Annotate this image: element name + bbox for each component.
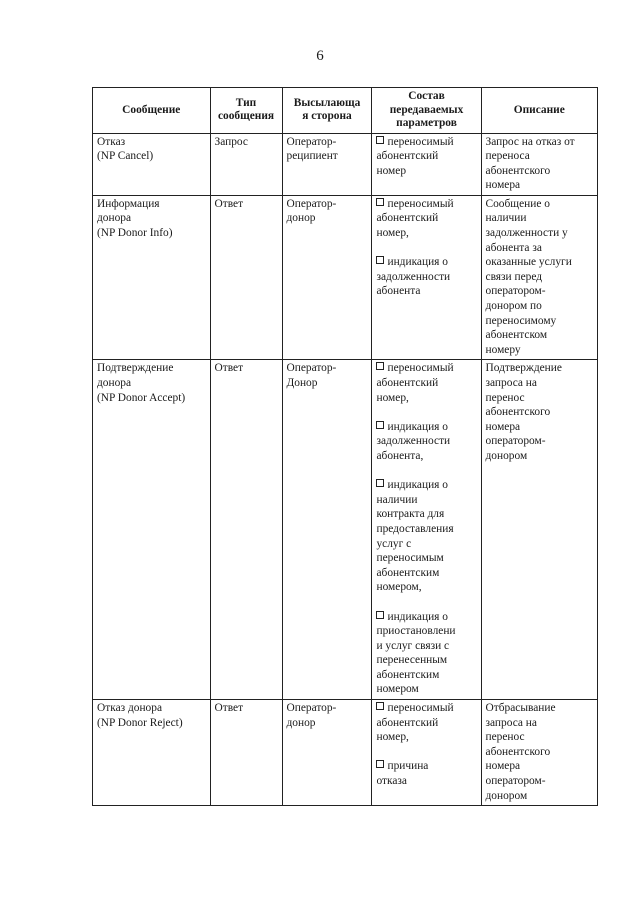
param-item: индикация о приостановлени и услуг связи с перенесенным абонентским номером bbox=[376, 610, 456, 696]
param-item: индикация о задолженности абонента bbox=[376, 256, 451, 298]
cell-type: Ответ bbox=[210, 700, 282, 806]
header-params: Состав передаваемых параметров bbox=[372, 88, 481, 134]
checkbox-icon bbox=[376, 362, 384, 370]
cell-message: Подтверждение донора (NP Donor Accept) bbox=[93, 360, 211, 700]
cell-params bbox=[372, 700, 481, 806]
checkbox-icon bbox=[376, 136, 384, 144]
cell-description: Запрос на отказ от переноса абонентского номера bbox=[481, 133, 597, 195]
cell-description: Отбрасывание запроса на перенос абонентского номера оператором- донором bbox=[481, 700, 597, 806]
param-item: переносимый абонентский номер bbox=[376, 135, 454, 177]
header-type: Тип сообщения bbox=[210, 88, 282, 134]
checkbox-icon bbox=[376, 256, 384, 264]
cell-sender: Оператор- Донор bbox=[282, 360, 372, 700]
param-item: индикация о задолженности абонента, bbox=[376, 420, 451, 462]
table-row bbox=[93, 700, 598, 806]
table-header-row bbox=[93, 88, 598, 134]
checkbox-icon bbox=[376, 421, 384, 429]
checkbox-icon bbox=[376, 198, 384, 206]
table-row bbox=[93, 195, 598, 360]
checkbox-icon bbox=[376, 702, 384, 710]
cell-sender: Оператор- донор bbox=[282, 700, 372, 806]
param-item: причина отказа bbox=[376, 760, 429, 788]
cell-message: Информация донора (NP Donor Info) bbox=[93, 195, 211, 360]
param-item: переносимый абонентский номер, bbox=[376, 362, 454, 404]
page-number: 6 bbox=[316, 48, 324, 64]
cell-params bbox=[372, 133, 481, 195]
cell-params bbox=[372, 360, 481, 700]
checkbox-icon bbox=[376, 611, 384, 619]
param-item: индикация о наличии контракта для предоставления услуг с переносимым абонентским номером, bbox=[376, 479, 454, 594]
cell-params bbox=[372, 195, 481, 360]
cell-sender: Оператор- реципиент bbox=[282, 133, 372, 195]
param-item: переносимый абонентский номер, bbox=[376, 197, 454, 240]
checkbox-icon bbox=[376, 479, 384, 487]
message-table bbox=[92, 87, 598, 806]
table-row bbox=[93, 133, 598, 195]
checkbox-icon bbox=[376, 760, 384, 768]
cell-description: Сообщение о наличии задолженности у абонента за оказанные услуги связи перед оператором- донором по переносимому абонентском номеру bbox=[481, 195, 597, 360]
param-item: переносимый абонентский номер, bbox=[376, 702, 454, 744]
cell-type: Запрос bbox=[210, 133, 282, 195]
cell-type: Ответ bbox=[210, 195, 282, 360]
cell-message: Отказ (NP Cancel) bbox=[93, 133, 211, 195]
table-row bbox=[93, 360, 598, 700]
cell-sender: Оператор- донор bbox=[282, 195, 372, 360]
header-message: Сообщение bbox=[93, 88, 211, 134]
header-sender: Высылающа я сторона bbox=[282, 88, 372, 134]
header-description: Описание bbox=[481, 88, 597, 134]
cell-message: Отказ донора (NP Donor Reject) bbox=[93, 700, 211, 806]
cell-type: Ответ bbox=[210, 360, 282, 700]
cell-description: Подтверждение запроса на перенос абонентского номера оператором- донором bbox=[481, 360, 597, 700]
